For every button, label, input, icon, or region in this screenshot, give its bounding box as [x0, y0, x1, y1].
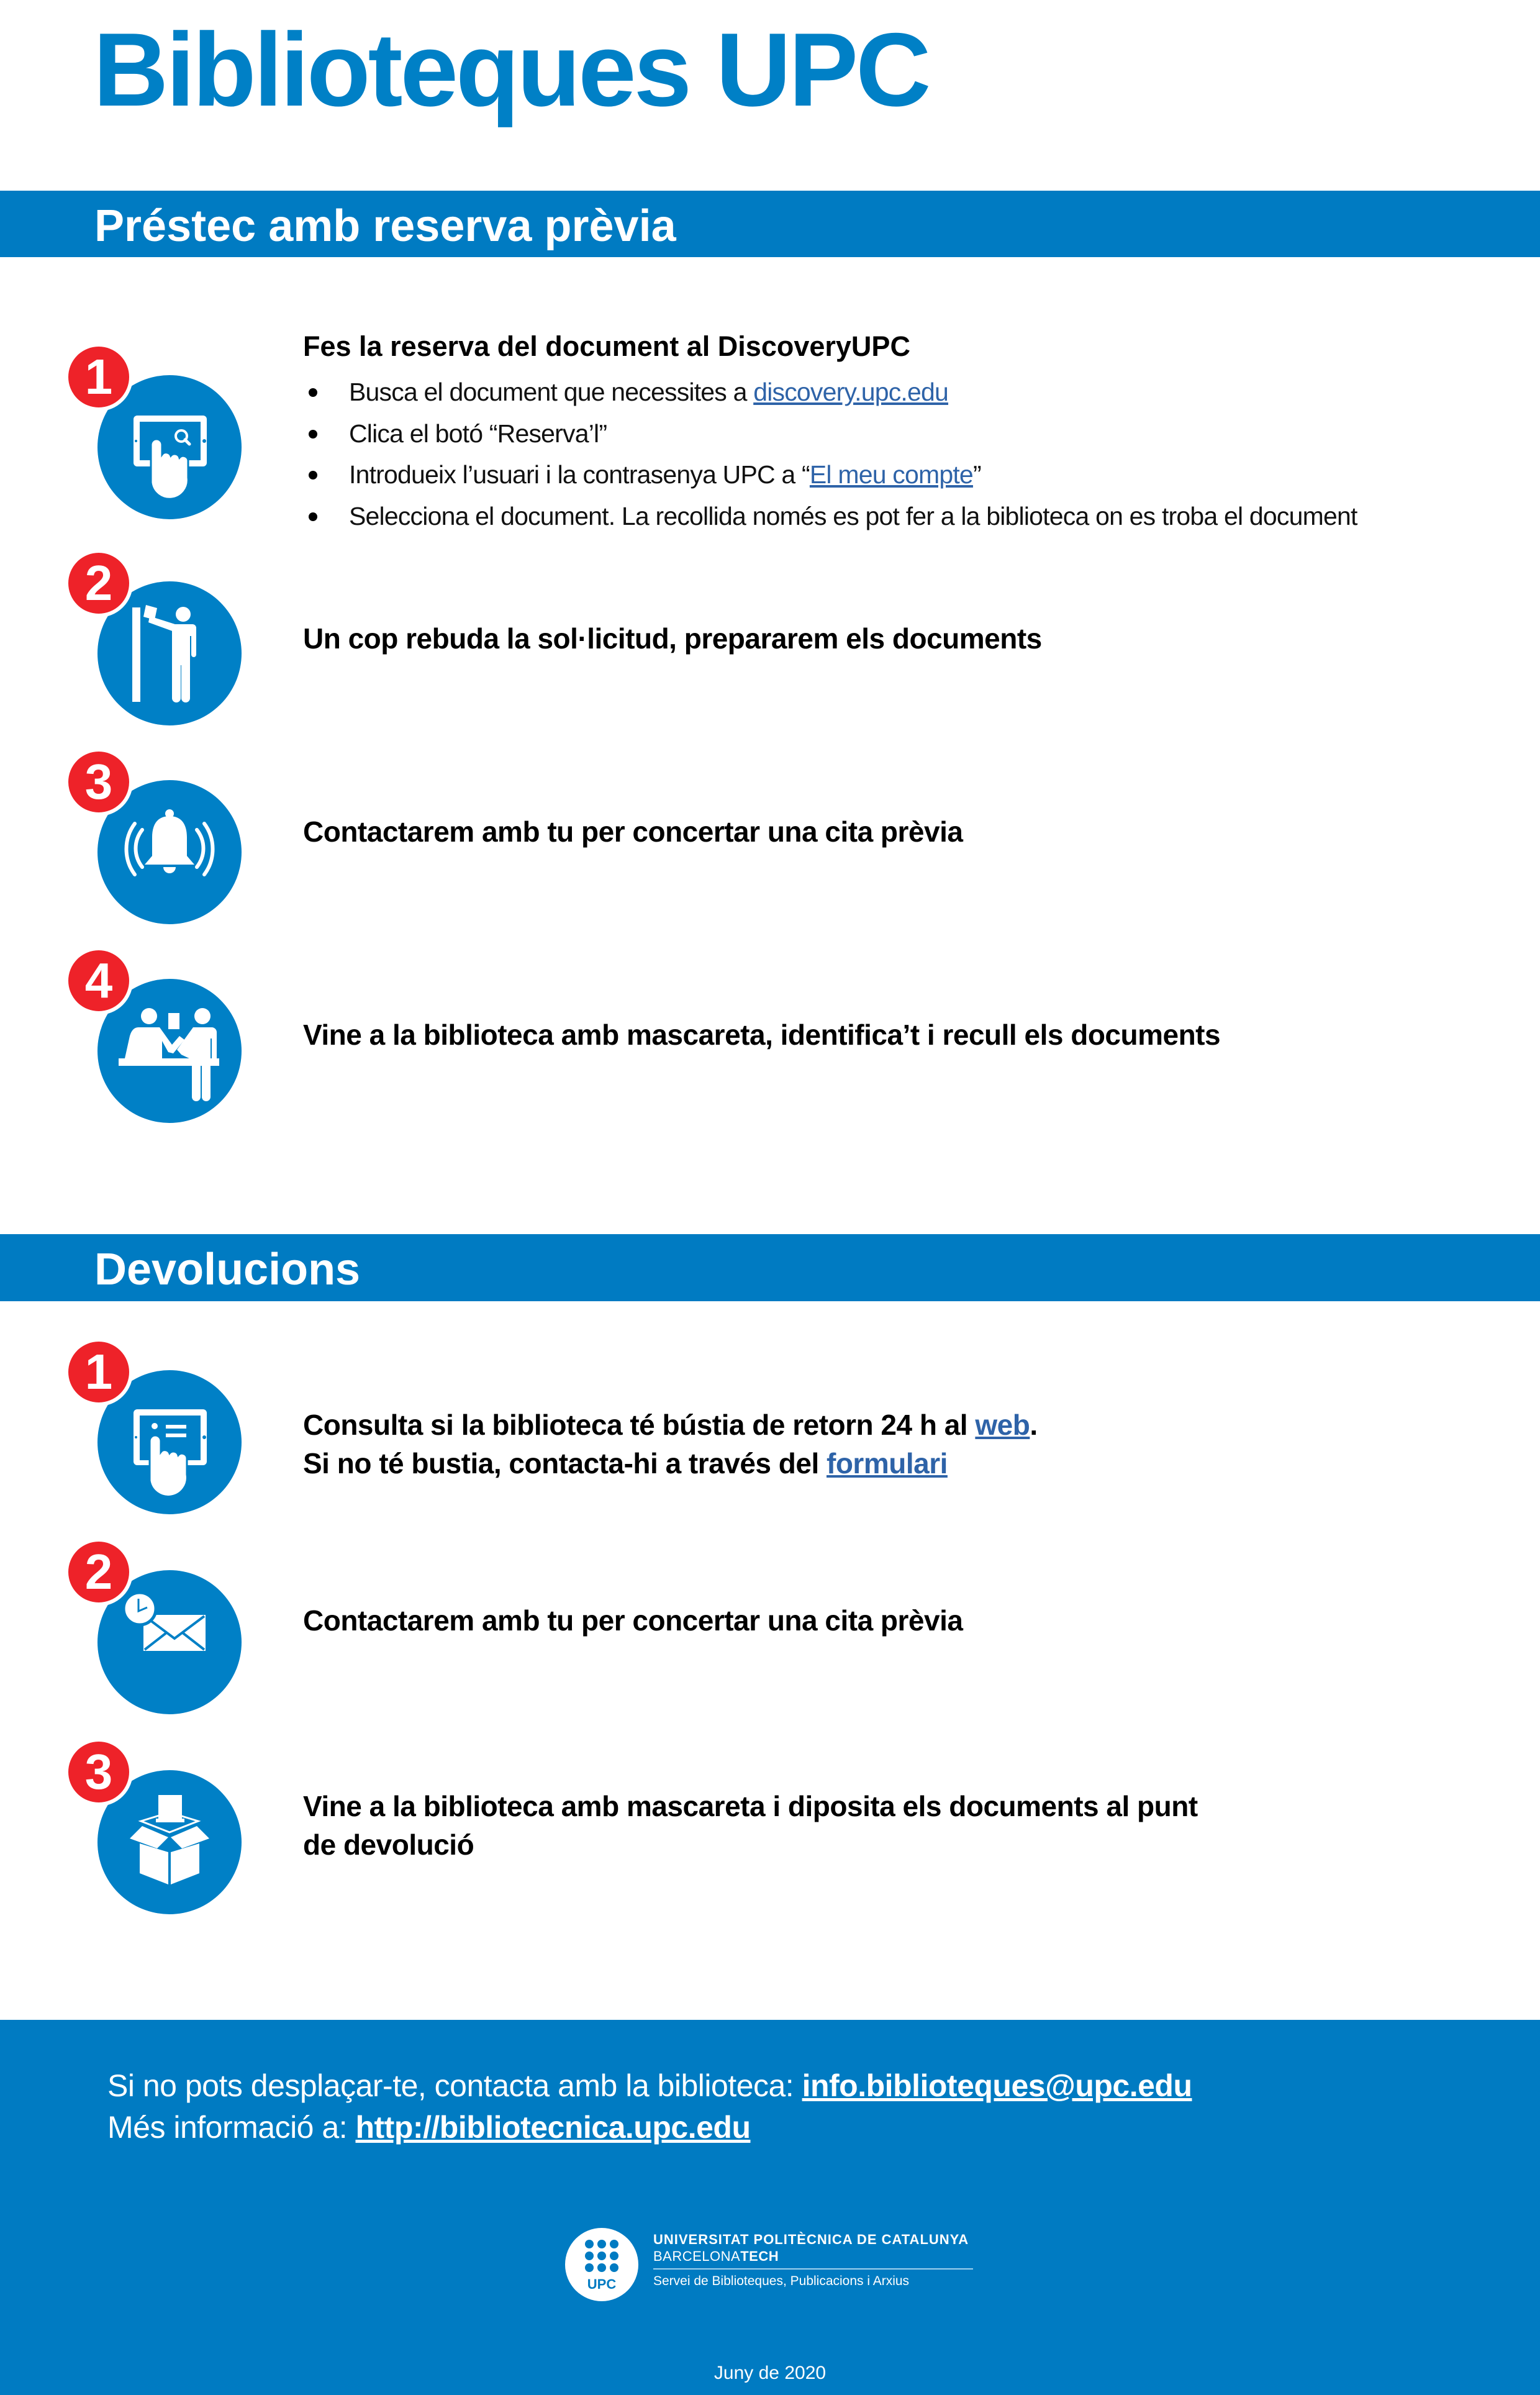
logo-university-name: UNIVERSITAT POLITÈCNICA DE CATALUNYA — [653, 2232, 969, 2247]
step-number-badge: 1 — [65, 1338, 133, 1406]
step-number-badge: 3 — [65, 748, 133, 816]
bullet-item: Introdueix l’usuari i la contrasenya UPC a “El meu compte” — [309, 454, 1357, 496]
section-title-returns: Devolucions — [94, 1245, 361, 1294]
bullet-item: Clica el botó “Reserva’l” — [309, 413, 1357, 455]
web-link[interactable]: web — [975, 1409, 1030, 1441]
discovery-link[interactable]: discovery.upc.edu — [753, 378, 949, 406]
step-number-badge: 3 — [65, 1738, 133, 1806]
footer-contact-line: Si no pots desplaçar-te, contacta amb la biblioteca: info.biblioteques@upc.edu — [107, 2068, 1192, 2103]
step-number-badge: 4 — [65, 947, 133, 1015]
section-bar-loan — [0, 191, 1540, 257]
loan-step-1-heading: Fes la reserva del document al DiscoveryUPC — [303, 330, 910, 362]
logo-service-name: Servei de Biblioteques, Publicacions i Arxius — [653, 2274, 910, 2288]
contact-email-link[interactable]: info.biblioteques@upc.edu — [802, 2068, 1192, 2103]
step-number-badge: 2 — [65, 549, 133, 617]
bullet-item: Selecciona el document. La recollida només es pot fer a la biblioteca on es troba el document — [309, 496, 1357, 537]
publication-date: Juny de 2020 — [713, 2363, 827, 2383]
loan-step-3-text: Contactarem amb tu per concertar una cita prèvia — [303, 816, 963, 848]
return-step-3-icon-group — [63, 1737, 250, 1923]
return-step-2-icon-group — [63, 1537, 250, 1723]
logo-barcelonatech: BARCELONATECH — [653, 2248, 779, 2264]
upc-logo-mark — [565, 2228, 638, 2301]
return-step-3-text: Vine a la biblioteca amb mascareta i diposita els documents al punt de devolució — [303, 1790, 1198, 1861]
step-number-badge: 1 — [65, 343, 133, 411]
page-title: Biblioteques UPC — [93, 11, 929, 128]
loan-step-3-icon-group — [63, 747, 250, 933]
step-number-badge: 2 — [65, 1538, 133, 1606]
form-link[interactable]: formulari — [827, 1447, 948, 1479]
footer — [0, 2020, 1540, 2395]
return-step-1-icon-group — [63, 1337, 250, 1523]
loan-step-4-text: Vine a la biblioteca amb mascareta, identifica’t i recull els documents — [303, 1019, 1221, 1051]
return-step-1-text: Consulta si la biblioteca té bústia de retorn 24 h al web. Si no té bustia, contacta-hi a través del formulari — [303, 1409, 1038, 1479]
return-step-2-text: Contactarem amb tu per concertar una cita prèvia — [303, 1604, 963, 1637]
loan-step-1-bullets — [309, 371, 1357, 537]
logo-divider — [653, 2268, 973, 2270]
footer-info-line: Més informació a: http://bibliotecnica.upc.edu — [107, 2110, 751, 2145]
loan-step-4-icon-group — [63, 945, 250, 1132]
bullet-item: Busca el document que necessites a discovery.upc.edu — [309, 371, 1357, 413]
loan-step-2-text: Un cop rebuda la sol·licitud, prepararem els documents — [303, 622, 1042, 655]
info-url-link[interactable]: http://bibliotecnica.upc.edu — [355, 2110, 751, 2145]
svg-text:UPC: UPC — [587, 2276, 617, 2292]
loan-step-2-icon-group — [63, 548, 250, 734]
my-account-link[interactable]: El meu compte — [809, 460, 973, 489]
loan-step-1-icon-group — [63, 342, 250, 528]
section-title-loan: Préstec amb reserva prèvia — [94, 201, 676, 251]
section-bar-returns — [0, 1234, 1540, 1301]
